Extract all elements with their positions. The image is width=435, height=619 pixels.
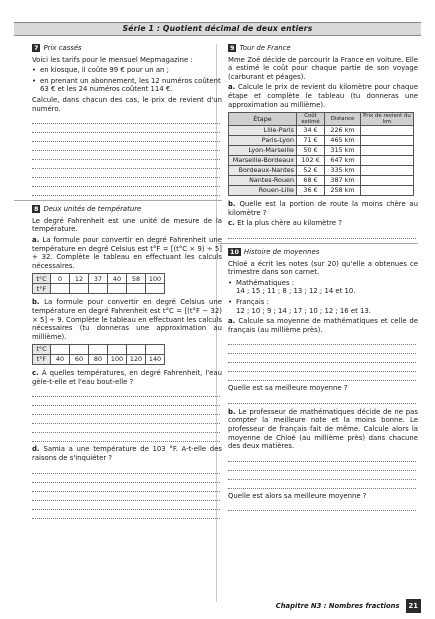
- table-cell: [108, 345, 127, 355]
- table-cell: 12: [70, 274, 89, 284]
- exercise-title: Prix cassés: [43, 44, 82, 52]
- exercise-9-question-c: c. Et la plus chère au kilomètre ?: [228, 219, 342, 228]
- table-cell: 0: [51, 274, 70, 284]
- table-row: Paris-Lyon 71 € 465 km: [229, 136, 414, 146]
- separator: [14, 200, 222, 201]
- series-header: Série 1 : Quotient décimal de deux entiers: [14, 22, 421, 36]
- table-cell: 100: [108, 355, 127, 365]
- table-cell: [146, 345, 165, 355]
- list-item: • en prenant un abonnement, les 12 numéros coûtent 63 € et les 24 numéros coûtent 114 €.: [32, 77, 222, 94]
- column-header: Étape: [229, 113, 297, 126]
- table-cell: [51, 345, 70, 355]
- column-header: Coût estimé: [297, 113, 325, 126]
- exercise-title: Deux unités de température: [43, 205, 142, 214]
- exercise-8-intro: Le degré Fahrenheit est une unité de mesure de la température.: [32, 216, 222, 234]
- table-cell: 120: [127, 355, 146, 365]
- table-cell: [89, 345, 108, 355]
- exercise-9-heading: [228, 44, 418, 53]
- table-row-header: t°F: [33, 355, 51, 365]
- table-cell: [70, 345, 89, 355]
- exercise-9-intro: Mme Zoé décide de parcourir la France en voiture. Elle a estimé le coût pour chaque partie de son voyage (carburant et péages).: [228, 55, 418, 81]
- tour-table: [228, 112, 414, 196]
- table-row: Lille-Paris 34 € 226 km: [229, 126, 414, 136]
- table-cell: 37: [89, 274, 108, 284]
- table-cell: 140: [146, 355, 165, 365]
- best-average-question-1: Quelle est sa meilleure moyenne ?: [228, 384, 348, 393]
- exercise-8-question-b: b. La formule pour convertir en degré Celsius une température en degré Fahrenheit est t°C = [(t°F − 32) × 5] ÷ 9. Complète le tableau en effectuant les calculs nécessaires (tu donneras une approximation au millième).: [32, 298, 222, 341]
- exercise-number: 8: [34, 205, 39, 214]
- page-footer: [276, 599, 421, 613]
- table-cell: 60: [70, 355, 89, 365]
- exercise-8-question-c: c. À quelles températures, en degré Fahrenheit, l'eau gèle-t-elle et l'eau bout-elle ?: [32, 369, 222, 386]
- table-cell: 100: [146, 274, 165, 284]
- exercise-number: 9: [230, 44, 235, 53]
- table-row: Marseille-Bordeaux 102 € 647 km: [229, 156, 414, 166]
- table-cell: [89, 284, 108, 294]
- exercise-8-question-d: d. Samia a une température de 103 °F. A-t-elle des raisons de s'inquiéter ?: [32, 445, 223, 463]
- list-item: • Mathématiques : 14 ; 15 ; 11 ; 8 ; 13 ; 12 ; 14 et 10.: [228, 279, 418, 296]
- separator: [218, 243, 418, 244]
- answer-line: [228, 502, 416, 511]
- table-cell: [70, 284, 89, 294]
- exercise-number: 7: [34, 44, 39, 53]
- exercise-title: Histoire de moyennes: [243, 247, 320, 256]
- column-header: Prix de revient du km: [361, 113, 414, 126]
- answer-lines: [228, 453, 418, 489]
- exercise-9-question-b: b. Quelle est la portion de route la moins chère au kilomètre ?: [228, 200, 418, 217]
- answer-lines: [32, 115, 222, 196]
- exercise-number: 10: [230, 248, 239, 257]
- answer-line: [228, 395, 416, 404]
- table-cell: [108, 284, 127, 294]
- grades-list: [228, 279, 418, 315]
- exercise-8-heading: [32, 205, 222, 214]
- table-row: Lyon-Marseille 50 € 315 km: [229, 146, 414, 156]
- table-row-header: t°C: [33, 345, 51, 355]
- table-row: Rouen-Lille 36 € 258 km: [229, 186, 414, 196]
- answer-lines: [228, 336, 418, 381]
- table-row: Nantes-Rouen 68 € 387 km: [229, 176, 414, 186]
- exercise-8-question-a: a. La formule pour convertir en degré Fahrenheit une température en degré Celsius est t°F = [(t°C × 9) ÷ 5] + 32. Complète le tableau en effectuant les calculs nécessaires.: [32, 235, 222, 270]
- exercise-7-list: [32, 66, 222, 94]
- table-cell: 40: [108, 274, 127, 284]
- list-item: • en kiosque, il coûte 99 € pour un an ;: [32, 66, 222, 75]
- table-row: Bordeaux-Nantes 52 € 335 km: [229, 166, 414, 176]
- table-cell: [127, 345, 146, 355]
- answer-lines: [32, 388, 222, 442]
- best-average-question-2: Quelle est alors sa meilleure moyenne ?: [228, 491, 367, 500]
- chapter-title: Chapitre N3 : Nombres fractions: [275, 602, 400, 610]
- left-column: [32, 44, 222, 519]
- list-item: • Français : 12 ; 10 ; 9 ; 14 ; 17 ; 10 ; 12 ; 16 et 13.: [228, 298, 418, 315]
- table-cell: [127, 284, 146, 294]
- page-number: 21: [406, 599, 421, 613]
- table-cell: 40: [51, 355, 70, 365]
- exercise-10-question-a: a. Calcule sa moyenne de mathématiques et celle de français (au millième près).: [228, 317, 418, 334]
- celsius-to-fahrenheit-table: [32, 273, 165, 294]
- exercise-7-question: Calcule, dans chacun des cas, le prix de revient d'un numéro.: [32, 95, 222, 113]
- exercise-7-heading: [32, 44, 222, 53]
- table-row-header: t°F: [33, 284, 51, 294]
- column-header: Distance: [325, 113, 361, 126]
- right-column: [228, 44, 418, 511]
- exercise-title: Tour de France: [239, 44, 291, 52]
- answer-lines: [32, 465, 222, 519]
- exercise-10-intro: Chloé a écrit les notes (sur 20) qu'elle a obtenues ce trimestre dans son carnet.: [228, 259, 418, 277]
- table-cell: 58: [127, 274, 146, 284]
- answer-line: [228, 230, 416, 239]
- table-row-header: t°C: [33, 274, 51, 284]
- exercise-7-intro: Voici les tarifs pour le mensuel Mepmagazine :: [32, 55, 193, 64]
- exercise-9-question-a: a. Calcule le prix de revient du kilomètre pour chaque étape et complète le tableau (tu donneras une approximation au millième).: [228, 83, 418, 109]
- exercise-10-heading: [228, 248, 418, 257]
- table-cell: [146, 284, 165, 294]
- exercise-10-question-b: b. Le professeur de mathématiques décide de ne pas compter la meilleure note et la moins bonne. Le professeur de français fait de même. Calcule alors la moyenne de Chloé (au millième près) dans chacune des deux matières.: [228, 407, 418, 451]
- table-cell: 80: [89, 355, 108, 365]
- fahrenheit-to-celsius-table: [32, 344, 165, 365]
- table-cell: [51, 284, 70, 294]
